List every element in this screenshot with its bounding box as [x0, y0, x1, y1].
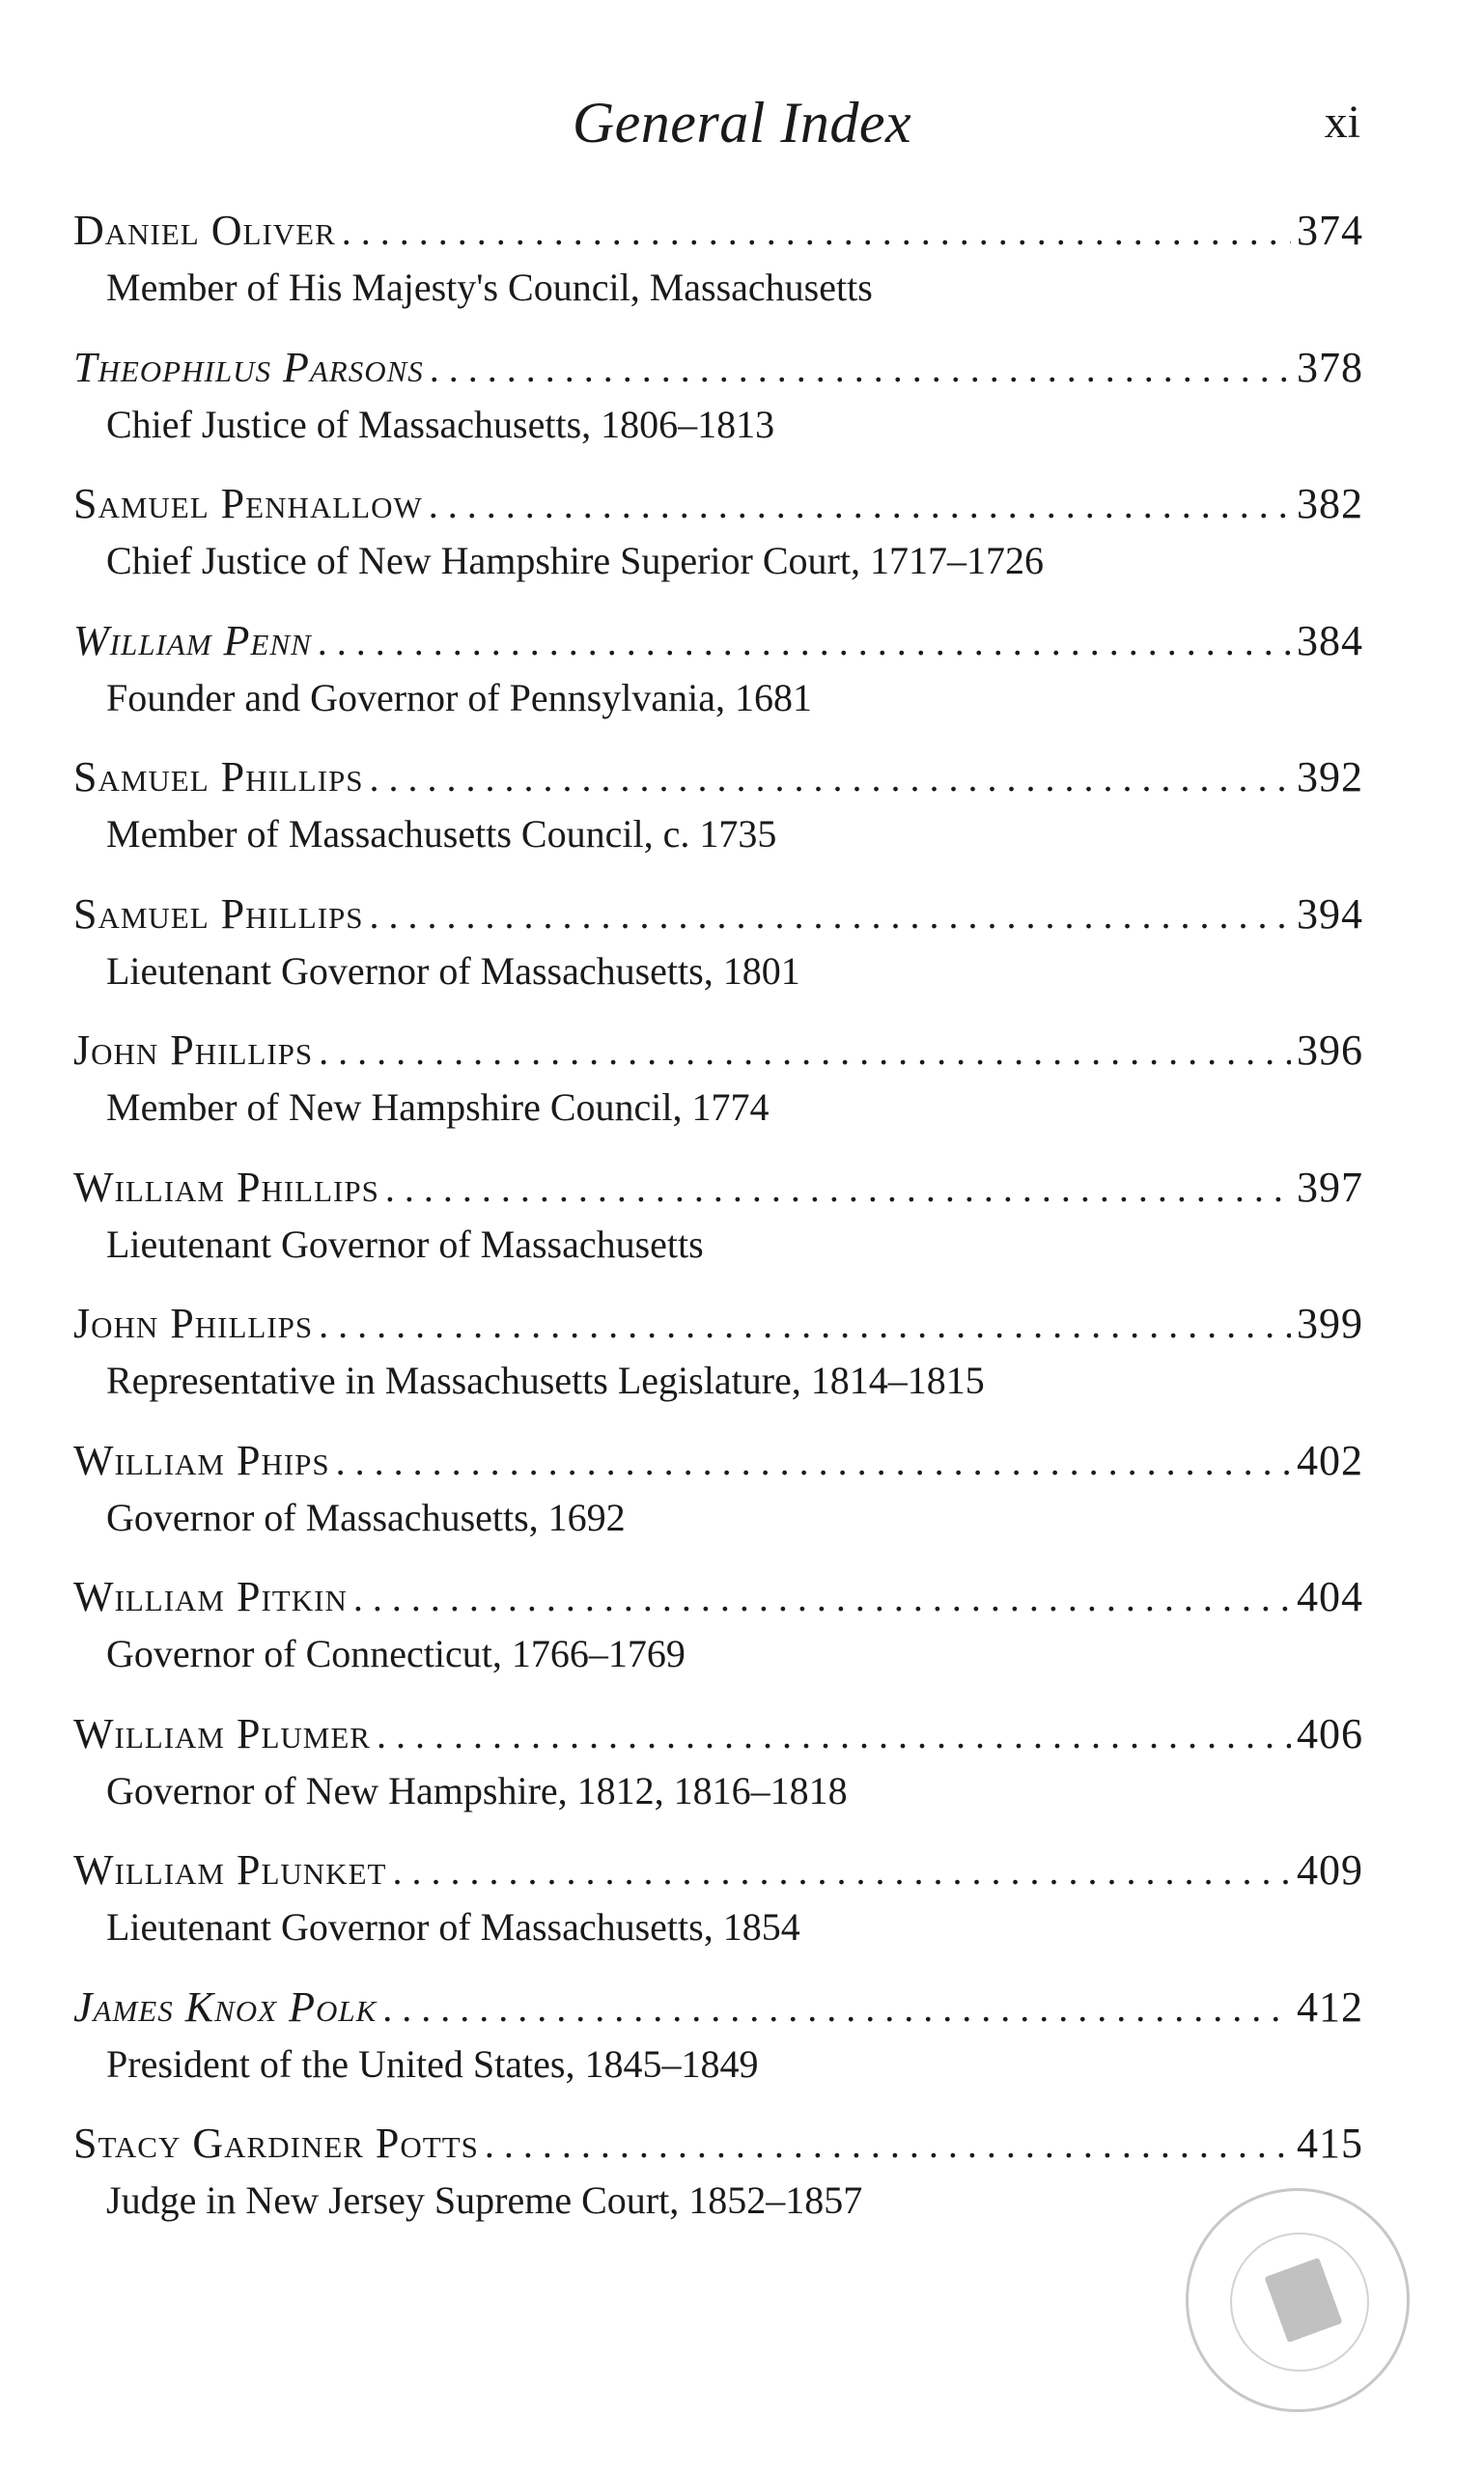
dot-leader: [430, 339, 1291, 399]
index-entry-line: [73, 1840, 1363, 1900]
index-entry: [73, 2114, 1363, 2251]
index-entry-page: 397: [1297, 1163, 1363, 1211]
index-entry: [73, 1704, 1363, 1841]
index-entry-page: 382: [1297, 480, 1363, 527]
index-entry: [73, 338, 1363, 475]
index-entry-name: James Knox Polk: [73, 1982, 378, 2031]
index-entry-description: Lieutenant Governor of Massachusetts: [106, 1222, 704, 1266]
dot-leader: [319, 1022, 1291, 1082]
dot-leader: [353, 1568, 1291, 1628]
index-entry-line: [73, 1021, 1363, 1081]
index-entry-page: 378: [1297, 343, 1363, 391]
index-entry-name: Theophilus Parsons: [73, 343, 424, 391]
index-entry-description: Lieutenant Governor of Massachusetts, 1801: [106, 948, 800, 993]
index-entry-line: [73, 201, 1363, 261]
index-entry-page: 374: [1297, 207, 1363, 254]
index-entry-page: 404: [1297, 1573, 1363, 1620]
index-entry-page: 396: [1297, 1026, 1363, 1074]
dot-leader: [318, 612, 1291, 672]
index-entry-description: Member of His Majesty's Council, Massachusetts: [106, 266, 873, 309]
index-entry-line: [73, 1431, 1363, 1491]
index-entry-line: [73, 1294, 1363, 1354]
index-entry: [73, 611, 1363, 748]
index-entry-page: 384: [1297, 616, 1363, 664]
index-entry-line: [73, 1704, 1363, 1764]
dot-leader: [392, 1841, 1291, 1901]
index-entry: [73, 1567, 1363, 1704]
index-list: [73, 201, 1363, 2251]
index-entry-description: Judge in New Jersey Supreme Court, 1852–1857: [106, 2178, 863, 2222]
index-entry-line: [73, 611, 1363, 671]
index-entry-description: Chief Justice of Massachusetts, 1806–1813: [106, 402, 775, 446]
index-entry-name: Daniel Oliver: [73, 207, 336, 254]
index-entry-page: 412: [1297, 1982, 1363, 2031]
index-entry-page: 402: [1297, 1436, 1363, 1484]
dot-leader: [319, 1295, 1291, 1355]
index-entry: [73, 474, 1363, 611]
index-entry-page: 392: [1297, 753, 1363, 801]
index-entry-name: William Penn: [73, 616, 312, 664]
index-entry: [73, 1840, 1363, 1978]
index-entry-page: 394: [1297, 889, 1363, 938]
index-entry-line: [73, 1567, 1363, 1627]
index-entry-name: William Plunket: [73, 1846, 387, 1894]
index-entry-name: William Pitkin: [73, 1573, 348, 1620]
index-entry-page: 399: [1297, 1300, 1363, 1347]
index-entry-description: Member of New Hampshire Council, 1774: [106, 1085, 770, 1129]
index-entry-page: 406: [1297, 1709, 1363, 1757]
index-entry: [73, 1021, 1363, 1158]
index-entry-line: [73, 885, 1363, 944]
index-entry-description: Representative in Massachusetts Legislature, 1814–1815: [106, 1359, 985, 1402]
index-entry: [73, 885, 1363, 1022]
index-entry-page: 415: [1297, 2120, 1363, 2167]
index-entry-line: [73, 1978, 1363, 2037]
index-entry-description: Governor of Massachusetts, 1692: [106, 1495, 626, 1539]
index-entry-name: John Phillips: [73, 1026, 314, 1074]
index-entry-description: Governor of Connecticut, 1766–1769: [106, 1632, 686, 1675]
index-entry-name: Stacy Gardiner Potts: [73, 2120, 479, 2167]
page-title: General Index: [572, 91, 912, 154]
dot-leader: [370, 748, 1291, 808]
index-entry-description: President of the United States, 1845–1849: [106, 2041, 759, 2086]
index-entry: [73, 201, 1363, 338]
index-entry-name: William Phillips: [73, 1163, 379, 1211]
index-entry-line: [73, 2114, 1363, 2174]
index-entry-name: William Plumer: [73, 1709, 371, 1757]
index-entry-description: Lieutenant Governor of Massachusetts, 1854: [106, 1905, 800, 1949]
index-entry-description: Member of Massachusetts Council, c. 1735: [106, 812, 777, 856]
dot-leader: [370, 885, 1291, 945]
index-entry-description: Chief Justice of New Hampshire Superior Court, 1717–1726: [106, 539, 1044, 582]
index-entry-description: Governor of New Hampshire, 1812, 1816–1818: [106, 1768, 848, 1812]
index-entry: [73, 1431, 1363, 1568]
dot-leader: [382, 1979, 1291, 2038]
dot-leader: [342, 202, 1291, 262]
dot-leader: [485, 2115, 1291, 2175]
index-entry: [73, 1294, 1363, 1431]
dot-leader: [336, 1432, 1291, 1492]
index-entry-description: Founder and Governor of Pennsylvania, 1681: [106, 675, 812, 719]
index-entry-name: Samuel Phillips: [73, 889, 364, 938]
index-entry-name: Samuel Penhallow: [73, 480, 423, 527]
index-entry-line: [73, 338, 1363, 398]
book-seal-icon: [1186, 2188, 1410, 2412]
dot-leader: [429, 475, 1291, 535]
index-entry-page: 409: [1297, 1846, 1363, 1894]
index-entry: [73, 1158, 1363, 1295]
index-entry-line: [73, 1158, 1363, 1218]
page-number: xi: [1324, 97, 1360, 148]
dot-leader: [385, 1159, 1291, 1219]
dot-leader: [377, 1705, 1291, 1765]
index-entry: [73, 747, 1363, 885]
page-header: [0, 79, 1484, 166]
index-entry-line: [73, 474, 1363, 534]
index-entry-name: John Phillips: [73, 1300, 314, 1347]
index-entry-line: [73, 747, 1363, 807]
index-entry: [73, 1978, 1363, 2115]
index-entry-name: Samuel Phillips: [73, 753, 364, 801]
index-entry-name: William Phips: [73, 1436, 330, 1484]
